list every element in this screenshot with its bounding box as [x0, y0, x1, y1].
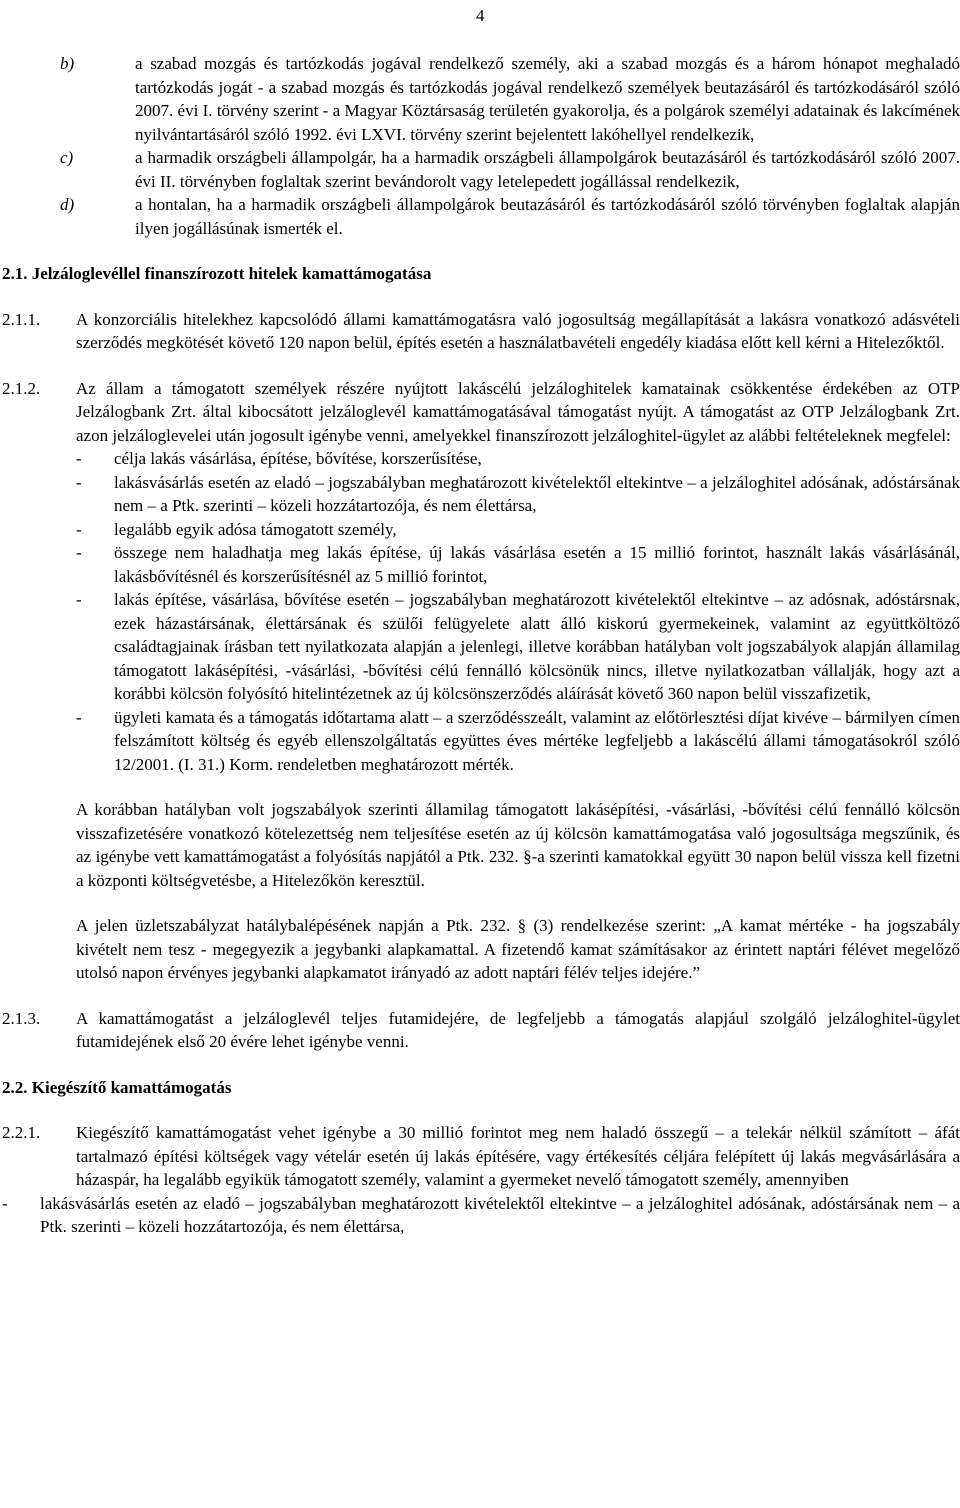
bullet-dash: -	[76, 472, 82, 492]
section-heading-2-1: 2.1. Jelzáloglevéllel finanszírozott hitelek kamattámogatása	[2, 264, 432, 283]
condition-text: legalább egyik adósa támogatott személy,	[114, 519, 397, 539]
condition-item	[76, 518, 960, 542]
list-text: a szabad mozgás és tartózkodás jogával rendelkező személy, aki a szabad mozgás és a három hónapot meghaladó tartózkodás jogát - a szabad mozgás és tartózkodás jogával rendelkező személyek beutazásáról és tartózkodásáról szóló 2007. évi I. törvény szerint - a Magyar Köztársaság területén gyakorolja, és a polgárok személyi adatainak és lakcímének nyilvántartásáról szóló 1992. évi LXVI. törvény szerint bejelentett lakóhellyel rendelkezik,	[135, 54, 960, 144]
paragraph-2-1-1	[2, 308, 960, 355]
page-number: 4	[476, 6, 485, 25]
list-text: a hontalan, ha a harmadik országbeli állampolgárok beutazásáról és tartózkodásáról szóló törvényben foglaltak alapján ilyen jogállásúnak ismerték el.	[135, 195, 960, 238]
condition-item	[76, 447, 960, 471]
paragraph-2-1-3	[2, 1007, 960, 1054]
condition-text: célja lakás vásárlása, építése, bővítése, korszerűsítése,	[114, 449, 482, 468]
list-text: a harmadik országbeli állampolgár, ha a harmadik országbeli állampolgárok beutazásáról és tartózkodásáról szóló 2007. évi II. törvényben foglaltak szerint bevándorolt vagy letelepedett jogállással rendelkezik,	[135, 148, 960, 191]
bullet-dash: -	[76, 449, 82, 468]
document-body	[2, 52, 960, 1239]
condition-text: ügyleti kamata és a támogatás időtartama alatt – a szerződésszeált, valamint az előtörlesztési díjat kivéve – bármilyen címen felszámított költség és egyéb ellenszolgáltatás együttes éves mértéke legfeljebb a lakáscélú állami támogatásokról szóló 12/2001. (I. 31.) Korm. rendeletben meghatározott mérték.	[114, 707, 960, 774]
condition-text: lakás építése, vásárlása, bővítése esetén – jogszabályban meghatározott kivételektől eltekintve – az adósnak, adóstársnak, ezek házastársának, élettársának és szülői felügyelete alatt álló kiskorú gyermekeinek, valamint az együttköltöző családtagjainak írásban tett nyilatkozata alapján a jelenlegi, illetve korábban hatályban volt jogszabályok alapján államilag támogatott lakásépítési, -vásárlási, -bővítési célú fennálló kölcsönük nincs, illetve nyilatkozatban vállalják, hogy azt a korábbi kölcsön folyósító hitelintézetnek az új kölcsönszerződés aláírását követő 360 napon belül visszafizetik,	[114, 590, 960, 703]
list-label: c)	[60, 148, 74, 167]
bullet-dash: -	[76, 519, 82, 539]
condition-text: lakásvásárlás esetén az eladó – jogszabályban meghatározott kivételektől eltekintve – a jelzáloghitel adósának, adóstársának nem – a Ptk. szerinti – közeli hozzátartozója, és nem élettársa,	[114, 472, 960, 515]
paragraph-2-1-2	[2, 377, 960, 985]
list-item-d	[2, 193, 960, 240]
paragraph-text: Az állam a támogatott személyek részére nyújtott lakáscélú jelzáloghitelek kamatainak csökkentése érdekében az OTP Jelzálogbank Zrt. által kibocsátott jelzáloglevél kamattámogatásával támogatást nyújt. A támogatást az OTP Jelzálogbank Zrt. azon jelzáloglevelei után jogosult igénybe venni, amelyekkel finanszírozott jelzáloghitel-ügylet az alábbi feltételeknek megfelel:	[76, 378, 960, 445]
list-item-c	[2, 146, 960, 193]
section-heading-2-2: 2.2. Kiegészítő kamattámogatás	[2, 1077, 232, 1097]
bullet-dash: -	[2, 1193, 8, 1213]
condition-item	[76, 706, 960, 777]
condition-text: lakásvásárlás esetén az eladó – jogszabályban meghatározott kivételektől eltekintve – a jelzáloghitel adósának, adóstársának nem – a Ptk. szerinti – közeli hozzátartozója, és nem élettársa,	[40, 1193, 960, 1236]
repayment-paragraph: A korábban hatályban volt jogszabályok szerinti államilag támogatott lakásépítési, -vásárlási, -bővítési célú fennálló kölcsön visszafizetésére vonatkozó kötelezettség nem teljesítése esetén az új kölcsön kamattámogatása való jogosultsága megszűnik, és az igénybe vett kamattámogatást a folyósítás napjától a Ptk. 232. §-a szerinti kamatokkal együtt 30 napon belül vissza kell fizetni a központi költségvetésbe, a Hitelezőkön keresztül.	[76, 800, 960, 890]
paragraph-text: A kamattámogatást a jelzáloglevél teljes futamidejére, de legfeljebb a támogatás alapjául szolgáló jelzáloghitel-ügylet futamidejének első 20 évére lehet igénybe venni.	[76, 1008, 960, 1051]
condition-text: összege nem haladhatja meg lakás építése, új lakás vásárlása esetén a 15 millió forintot, használt lakás vásárlásánál, lakásbővítésnél és korszerűsítésnél az 5 millió forintot,	[114, 543, 960, 586]
list-item-b	[2, 52, 960, 146]
condition-item	[2, 1192, 960, 1239]
paragraph-number: 2.1.1.	[2, 309, 41, 329]
list-label: d)	[60, 195, 75, 214]
paragraph-text: Kiegészítő kamattámogatást vehet igénybe a 30 millió forintot meg nem haladó összegű – a telekár nélkül számított – áfát tartalmazó építési költségek vagy vételár esetén új lakás építésére, vagy értékesítés céljára felépített új lakás megvásárlására a házaspár, ha legalább egyikük támogatott személy, valamint a gyermeket nevelő támogatott személy, amennyiben	[76, 1123, 960, 1189]
paragraph-number: 2.2.1.	[2, 1123, 41, 1142]
interest-rate-paragraph: A jelen üzletszabályzat hatálybalépésének napján a Ptk. 232. § (3) rendelkezése szerint: „A kamat mértéke - ha jogszabály kivételt nem tesz - megegyezik a jegybanki alapkamattal. A fizetendő kamat számításakor az érintett naptári félévet megelőző utolsó napon érvényes jegybanki alapkamatot irányadó az adott naptári félév teljes idejére.”	[76, 916, 960, 982]
condition-item	[76, 588, 960, 706]
paragraph-number: 2.1.2.	[2, 378, 41, 398]
condition-item	[76, 541, 960, 588]
bullet-dash: -	[76, 543, 82, 562]
list-label: b)	[60, 54, 75, 73]
condition-item	[76, 471, 960, 518]
paragraph-number: 2.1.3.	[2, 1008, 41, 1028]
bullet-dash: -	[76, 707, 82, 727]
bullet-dash: -	[76, 590, 82, 609]
paragraph-text: A konzorciális hitelekhez kapcsolódó állami kamattámogatásra való jogosultság megállapítását a lakásra vonatkozó adásvételi szerződés megkötését követő 120 napon belül, építés esetén a használatbavételi engedély kiadása előtt kell kérni a Hitelezőktől.	[76, 309, 960, 352]
paragraph-2-2-1	[2, 1121, 960, 1192]
